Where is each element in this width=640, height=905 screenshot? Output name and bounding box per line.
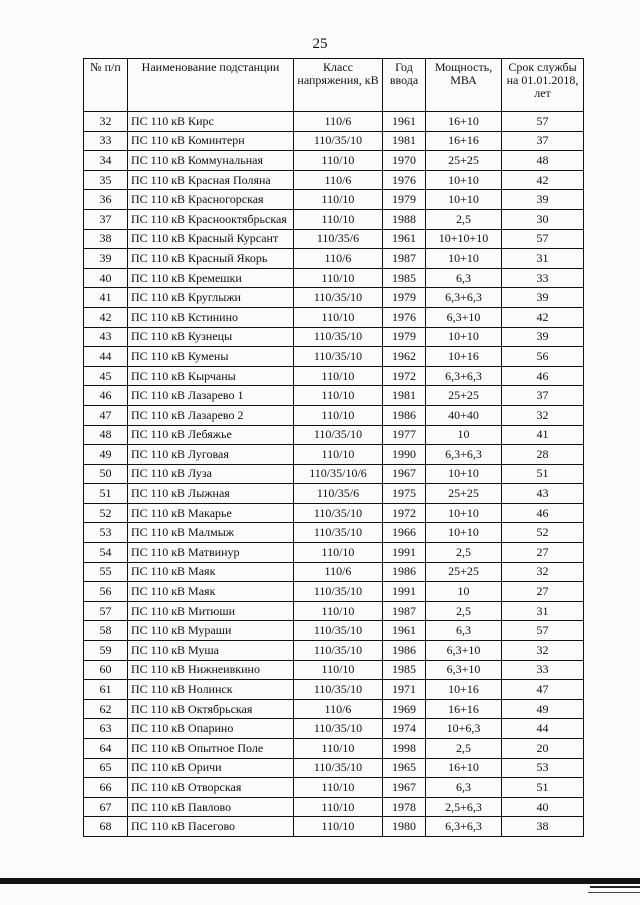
cell-power: 25+25 (426, 484, 502, 504)
table-row (84, 464, 584, 484)
cell-year: 1998 (383, 739, 426, 759)
cell-name: ПС 110 кВ Оричи (128, 758, 294, 778)
table-row (84, 817, 584, 837)
cell-name: ПС 110 кВ Маяк (128, 582, 294, 602)
cell-year: 1977 (383, 425, 426, 445)
cell-no: 63 (84, 719, 128, 739)
cell-year: 1962 (383, 347, 426, 367)
cell-service-life: 38 (502, 817, 584, 837)
cell-voltage: 110/6 (294, 249, 383, 269)
cell-no: 37 (84, 209, 128, 229)
cell-voltage: 110/10 (294, 386, 383, 406)
cell-year: 1979 (383, 190, 426, 210)
cell-service-life: 31 (502, 601, 584, 621)
cell-service-life: 51 (502, 778, 584, 798)
cell-power: 6,3+6,3 (426, 288, 502, 308)
cell-name: ПС 110 кВ Круглыжи (128, 288, 294, 308)
table-row (84, 288, 584, 308)
cell-voltage: 110/6 (294, 562, 383, 582)
cell-no: 48 (84, 425, 128, 445)
cell-voltage: 110/6 (294, 699, 383, 719)
cell-name: ПС 110 кВ Кирс (128, 112, 294, 132)
cell-power: 25+25 (426, 562, 502, 582)
cell-power: 6,3 (426, 778, 502, 798)
table-row (84, 484, 584, 504)
cell-name: ПС 110 кВ Краснооктябрьская (128, 209, 294, 229)
cell-year: 1961 (383, 112, 426, 132)
cell-name: ПС 110 кВ Красногорская (128, 190, 294, 210)
table-row (84, 680, 584, 700)
cell-voltage: 110/10 (294, 190, 383, 210)
header-year: Год ввода (383, 59, 426, 112)
cell-power: 40+40 (426, 405, 502, 425)
cell-year: 1987 (383, 601, 426, 621)
cell-power: 16+16 (426, 699, 502, 719)
cell-power: 6,3+10 (426, 660, 502, 680)
cell-year: 1985 (383, 660, 426, 680)
cell-year: 1991 (383, 543, 426, 563)
cell-power: 6,3+10 (426, 307, 502, 327)
cell-year: 1967 (383, 778, 426, 798)
cell-voltage: 110/10 (294, 660, 383, 680)
cell-service-life: 33 (502, 268, 584, 288)
table-row (84, 425, 584, 445)
table-row (84, 112, 584, 132)
table-row (84, 209, 584, 229)
cell-name: ПС 110 кВ Лыжная (128, 484, 294, 504)
cell-no: 47 (84, 405, 128, 425)
cell-no: 44 (84, 347, 128, 367)
cell-voltage: 110/35/10 (294, 347, 383, 367)
cell-name: ПС 110 кВ Опытное Поле (128, 739, 294, 759)
cell-power: 10 (426, 582, 502, 602)
cell-service-life: 39 (502, 190, 584, 210)
cell-service-life: 30 (502, 209, 584, 229)
cell-year: 1972 (383, 366, 426, 386)
cell-voltage: 110/10 (294, 405, 383, 425)
table-row (84, 523, 584, 543)
cell-no: 33 (84, 131, 128, 151)
cell-name: ПС 110 кВ Матвинур (128, 543, 294, 563)
cell-voltage: 110/35/10 (294, 288, 383, 308)
cell-name: ПС 110 кВ Коммунальная (128, 151, 294, 171)
cell-service-life: 52 (502, 523, 584, 543)
cell-no: 39 (84, 249, 128, 269)
table-body (84, 112, 584, 837)
cell-name: ПС 110 кВ Павлово (128, 797, 294, 817)
cell-voltage: 110/35/10 (294, 719, 383, 739)
cell-voltage: 110/10 (294, 797, 383, 817)
cell-power: 25+25 (426, 386, 502, 406)
cell-year: 1970 (383, 151, 426, 171)
cell-power: 16+10 (426, 758, 502, 778)
cell-service-life: 49 (502, 699, 584, 719)
cell-year: 1981 (383, 131, 426, 151)
cell-name: ПС 110 кВ Пасегово (128, 817, 294, 837)
cell-power: 2,5 (426, 739, 502, 759)
cell-service-life: 37 (502, 386, 584, 406)
header-service-life: Срок службы на 01.01.2018, лет (502, 59, 584, 112)
cell-power: 16+16 (426, 131, 502, 151)
cell-year: 1986 (383, 405, 426, 425)
table-row (84, 543, 584, 563)
cell-voltage: 110/35/10 (294, 641, 383, 661)
cell-name: ПС 110 кВ Кстинино (128, 307, 294, 327)
cell-service-life: 47 (502, 680, 584, 700)
table-row (84, 758, 584, 778)
table-header-row (84, 59, 584, 112)
table-row (84, 621, 584, 641)
cell-year: 1974 (383, 719, 426, 739)
cell-service-life: 40 (502, 797, 584, 817)
cell-year: 1979 (383, 288, 426, 308)
cell-name: ПС 110 кВ Кырчаны (128, 366, 294, 386)
cell-year: 1980 (383, 817, 426, 837)
cell-no: 57 (84, 601, 128, 621)
cell-no: 67 (84, 797, 128, 817)
cell-voltage: 110/35/10 (294, 523, 383, 543)
cell-service-life: 46 (502, 366, 584, 386)
cell-year: 1976 (383, 170, 426, 190)
cell-power: 2,5 (426, 209, 502, 229)
cell-power: 10+16 (426, 680, 502, 700)
table-row (84, 307, 584, 327)
cell-service-life: 56 (502, 347, 584, 367)
cell-year: 1988 (383, 209, 426, 229)
table-row (84, 601, 584, 621)
cell-name: ПС 110 кВ Лебяжье (128, 425, 294, 445)
cell-year: 1976 (383, 307, 426, 327)
cell-voltage: 110/35/10 (294, 621, 383, 641)
cell-no: 64 (84, 739, 128, 759)
cell-service-life: 57 (502, 229, 584, 249)
cell-voltage: 110/35/10 (294, 758, 383, 778)
cell-power: 10+10 (426, 523, 502, 543)
cell-power: 10+10 (426, 327, 502, 347)
substations-table (83, 58, 584, 837)
cell-power: 10+16 (426, 347, 502, 367)
cell-voltage: 110/10 (294, 543, 383, 563)
cell-voltage: 110/10 (294, 817, 383, 837)
cell-voltage: 110/10 (294, 151, 383, 171)
cell-name: ПС 110 кВ Луговая (128, 445, 294, 465)
header-voltage-class: Класс напряжения, кВ (294, 59, 383, 112)
cell-power: 10+10 (426, 464, 502, 484)
cell-year: 1961 (383, 229, 426, 249)
cell-no: 59 (84, 641, 128, 661)
cell-name: ПС 110 кВ Малмыж (128, 523, 294, 543)
cell-voltage: 110/35/10/6 (294, 464, 383, 484)
cell-voltage: 110/35/10 (294, 327, 383, 347)
bottom-bar (0, 878, 640, 884)
cell-name: ПС 110 кВ Макарье (128, 503, 294, 523)
cell-no: 68 (84, 817, 128, 837)
cell-name: ПС 110 кВ Кремешки (128, 268, 294, 288)
cell-year: 1986 (383, 641, 426, 661)
cell-name: ПС 110 кВ Митюши (128, 601, 294, 621)
cell-name: ПС 110 кВ Опарино (128, 719, 294, 739)
bottom-rule-thin (588, 892, 640, 893)
cell-name: ПС 110 кВ Кумены (128, 347, 294, 367)
cell-power: 10+6,3 (426, 719, 502, 739)
cell-power: 25+25 (426, 151, 502, 171)
cell-year: 1981 (383, 386, 426, 406)
cell-name: ПС 110 кВ Мураши (128, 621, 294, 641)
cell-power: 10+10 (426, 170, 502, 190)
cell-name: ПС 110 кВ Нолинск (128, 680, 294, 700)
cell-no: 54 (84, 543, 128, 563)
cell-year: 1969 (383, 699, 426, 719)
cell-voltage: 110/10 (294, 307, 383, 327)
cell-power: 6,3+6,3 (426, 366, 502, 386)
cell-voltage: 110/35/10 (294, 680, 383, 700)
cell-year: 1966 (383, 523, 426, 543)
cell-power: 6,3+6,3 (426, 817, 502, 837)
cell-year: 1967 (383, 464, 426, 484)
cell-service-life: 28 (502, 445, 584, 465)
cell-voltage: 110/35/6 (294, 229, 383, 249)
cell-power: 2,5 (426, 543, 502, 563)
cell-no: 53 (84, 523, 128, 543)
cell-voltage: 110/6 (294, 112, 383, 132)
cell-service-life: 32 (502, 641, 584, 661)
cell-no: 35 (84, 170, 128, 190)
cell-power: 10+10 (426, 503, 502, 523)
cell-no: 62 (84, 699, 128, 719)
cell-voltage: 110/10 (294, 601, 383, 621)
table-row (84, 660, 584, 680)
cell-service-life: 48 (502, 151, 584, 171)
cell-power: 10+10 (426, 190, 502, 210)
cell-year: 1978 (383, 797, 426, 817)
cell-no: 42 (84, 307, 128, 327)
cell-no: 32 (84, 112, 128, 132)
cell-no: 51 (84, 484, 128, 504)
header-power: Мощность, МВА (426, 59, 502, 112)
cell-power: 10 (426, 425, 502, 445)
cell-no: 56 (84, 582, 128, 602)
cell-service-life: 33 (502, 660, 584, 680)
cell-year: 1971 (383, 680, 426, 700)
cell-name: ПС 110 кВ Кузнецы (128, 327, 294, 347)
cell-service-life: 27 (502, 543, 584, 563)
cell-power: 6,3 (426, 268, 502, 288)
cell-service-life: 57 (502, 112, 584, 132)
cell-name: ПС 110 кВ Октябрьская (128, 699, 294, 719)
table-row (84, 739, 584, 759)
cell-service-life: 44 (502, 719, 584, 739)
table-row (84, 386, 584, 406)
cell-service-life: 41 (502, 425, 584, 445)
cell-power: 6,3+10 (426, 641, 502, 661)
cell-service-life: 43 (502, 484, 584, 504)
cell-service-life: 37 (502, 131, 584, 151)
table-row (84, 249, 584, 269)
table-row (84, 366, 584, 386)
cell-year: 1986 (383, 562, 426, 582)
cell-voltage: 110/10 (294, 366, 383, 386)
cell-power: 10+10 (426, 249, 502, 269)
cell-power: 10+10+10 (426, 229, 502, 249)
table-row (84, 347, 584, 367)
cell-power: 2,5+6,3 (426, 797, 502, 817)
cell-voltage: 110/6 (294, 170, 383, 190)
cell-no: 60 (84, 660, 128, 680)
table-row (84, 131, 584, 151)
cell-year: 1987 (383, 249, 426, 269)
table-row (84, 582, 584, 602)
cell-service-life: 39 (502, 288, 584, 308)
cell-power: 2,5 (426, 601, 502, 621)
cell-service-life: 46 (502, 503, 584, 523)
cell-year: 1972 (383, 503, 426, 523)
cell-no: 65 (84, 758, 128, 778)
cell-voltage: 110/10 (294, 209, 383, 229)
table-row (84, 170, 584, 190)
table-row (84, 327, 584, 347)
cell-voltage: 110/35/10 (294, 582, 383, 602)
cell-no: 58 (84, 621, 128, 641)
cell-service-life: 57 (502, 621, 584, 641)
table-row (84, 405, 584, 425)
cell-service-life: 42 (502, 170, 584, 190)
cell-no: 40 (84, 268, 128, 288)
cell-name: ПС 110 кВ Коминтерн (128, 131, 294, 151)
cell-name: ПС 110 кВ Отворская (128, 778, 294, 798)
table-row (84, 797, 584, 817)
cell-voltage: 110/35/6 (294, 484, 383, 504)
cell-service-life: 39 (502, 327, 584, 347)
cell-no: 66 (84, 778, 128, 798)
cell-name: ПС 110 кВ Муша (128, 641, 294, 661)
table-row (84, 190, 584, 210)
cell-voltage: 110/10 (294, 739, 383, 759)
cell-service-life: 51 (502, 464, 584, 484)
cell-name: ПС 110 кВ Нижнеивкино (128, 660, 294, 680)
cell-year: 1961 (383, 621, 426, 641)
cell-voltage: 110/10 (294, 445, 383, 465)
table-row (84, 719, 584, 739)
cell-name: ПС 110 кВ Красная Поляна (128, 170, 294, 190)
table-row (84, 445, 584, 465)
table-row (84, 562, 584, 582)
cell-name: ПС 110 кВ Лазарево 1 (128, 386, 294, 406)
cell-no: 55 (84, 562, 128, 582)
cell-no: 36 (84, 190, 128, 210)
cell-name: ПС 110 кВ Красный Якорь (128, 249, 294, 269)
cell-no: 61 (84, 680, 128, 700)
cell-no: 38 (84, 229, 128, 249)
cell-name: ПС 110 кВ Лазарево 2 (128, 405, 294, 425)
cell-service-life: 27 (502, 582, 584, 602)
table-row (84, 699, 584, 719)
cell-year: 1979 (383, 327, 426, 347)
cell-service-life: 20 (502, 739, 584, 759)
cell-year: 1991 (383, 582, 426, 602)
table-row (84, 229, 584, 249)
cell-year: 1965 (383, 758, 426, 778)
table-row (84, 268, 584, 288)
table-row (84, 641, 584, 661)
cell-no: 41 (84, 288, 128, 308)
cell-year: 1990 (383, 445, 426, 465)
cell-voltage: 110/10 (294, 778, 383, 798)
cell-no: 43 (84, 327, 128, 347)
bottom-rule (590, 886, 640, 888)
cell-service-life: 31 (502, 249, 584, 269)
cell-no: 49 (84, 445, 128, 465)
header-no: № п/п (84, 59, 128, 112)
cell-no: 45 (84, 366, 128, 386)
cell-year: 1975 (383, 484, 426, 504)
cell-year: 1985 (383, 268, 426, 288)
cell-power: 6,3 (426, 621, 502, 641)
cell-service-life: 32 (502, 562, 584, 582)
cell-name: ПС 110 кВ Маяк (128, 562, 294, 582)
cell-service-life: 32 (502, 405, 584, 425)
cell-no: 50 (84, 464, 128, 484)
cell-name: ПС 110 кВ Луза (128, 464, 294, 484)
cell-no: 46 (84, 386, 128, 406)
cell-voltage: 110/35/10 (294, 425, 383, 445)
cell-power: 6,3+6,3 (426, 445, 502, 465)
cell-name: ПС 110 кВ Красный Курсант (128, 229, 294, 249)
cell-voltage: 110/35/10 (294, 131, 383, 151)
table-row (84, 151, 584, 171)
table-row (84, 503, 584, 523)
cell-service-life: 42 (502, 307, 584, 327)
cell-power: 16+10 (426, 112, 502, 132)
cell-service-life: 53 (502, 758, 584, 778)
table-row (84, 778, 584, 798)
cell-no: 52 (84, 503, 128, 523)
cell-no: 34 (84, 151, 128, 171)
header-name: Наименование подстанции (128, 59, 294, 112)
cell-voltage: 110/10 (294, 268, 383, 288)
cell-voltage: 110/35/10 (294, 503, 383, 523)
page-number: 25 (312, 36, 328, 52)
